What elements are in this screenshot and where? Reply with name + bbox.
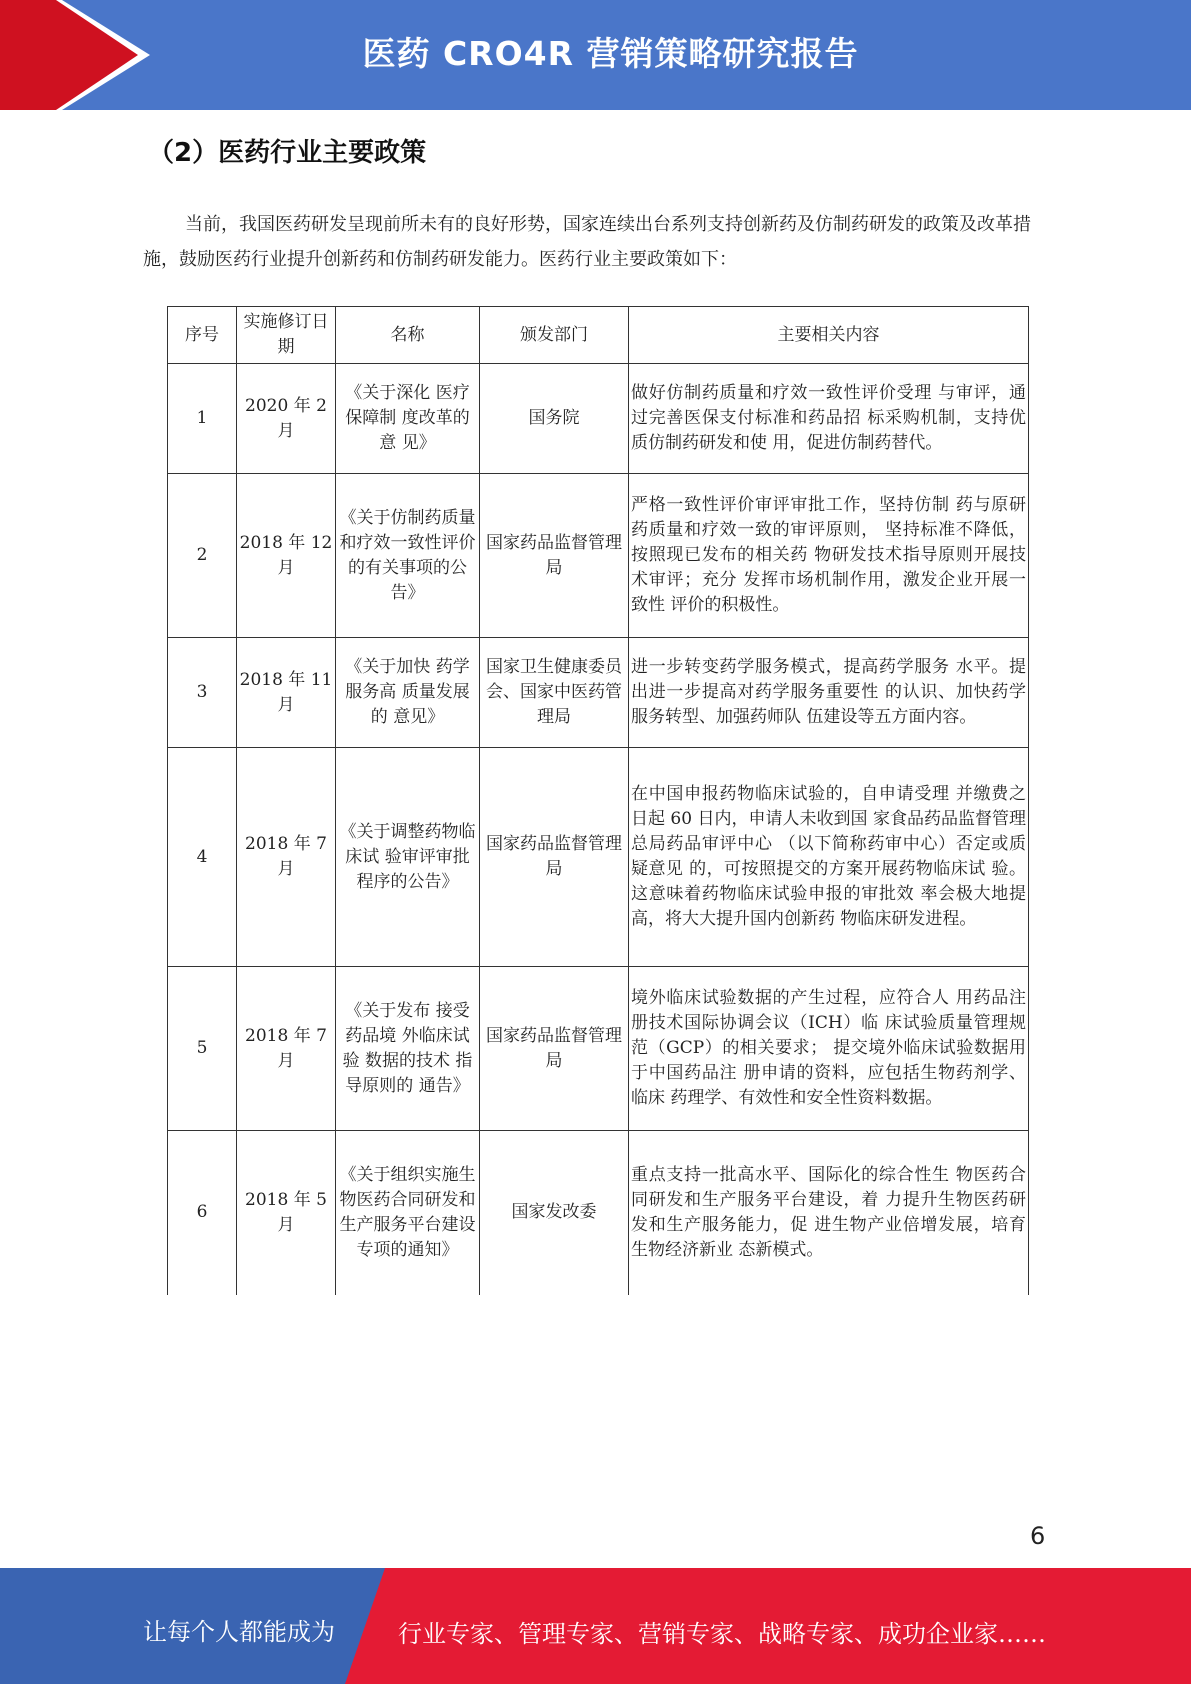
header-department: 颁发部门: [480, 307, 629, 364]
cell-date: 2020 年 2 月: [237, 364, 336, 474]
cell-index: 1: [168, 364, 237, 474]
cell-department: 国家药品监督管理局: [480, 748, 629, 967]
page-footer: [0, 1568, 1191, 1684]
cell-department: 国家药品监督管理局: [480, 474, 629, 638]
cell-department: 国务院: [480, 364, 629, 474]
cell-department: 国家卫生健康委员会、国家中医药管理局: [480, 638, 629, 748]
cell-index: 5: [168, 967, 237, 1131]
footer-slogan-right: 行业专家、管理专家、营销专家、战略专家、成功企业家……: [398, 1620, 1046, 1648]
cell-content: 做好仿制药质量和疗效一致性评价受理 与审评，通过完善医保支付标准和药品招 标采购机制，支持优质仿制药研发和使 用，促进仿制药替代。: [629, 364, 1029, 474]
page-number: 6: [1030, 1522, 1046, 1550]
cell-department: 国家发改委: [480, 1131, 629, 1295]
report-title: 医药 CRO4R 营销策略研究报告: [362, 34, 859, 73]
cell-date: 2018 年 7 月: [237, 967, 336, 1131]
footer-slogan-left: 让每个人都能成为: [143, 1618, 335, 1646]
header-date: 实施修订日期: [237, 307, 336, 364]
cell-name: 《关于深化 医疗保障制 度改革的意 见》: [336, 364, 480, 474]
cell-name: 《关于发布 接受药品境 外临床试验 数据的技术 指导原则的 通告》: [336, 967, 480, 1131]
cell-content: 重点支持一批高水平、国际化的综合性生 物医药合同研发和生产服务平台建设，着 力提升生物医药研发和生产服务能力，促 进生物产业倍增发展，培育生物经济新业 态新模式。: [629, 1131, 1029, 1295]
cell-content: 严格一致性评价审评审批工作，坚持仿制 药与原研药质量和疗效一致的审评原则， 坚持标准不降低，按照现已发布的相关药 物研发技术指导原则开展技术审评；充分 发挥市场机制作用，激发企业开展一致性 评价的积极性。: [629, 474, 1029, 638]
table-row: [168, 1131, 1029, 1295]
cell-content: 境外临床试验数据的产生过程，应符合人 用药品注册技术国际协调会议（ICH）临 床试验质量管理规范（GCP）的相关要求； 提交境外临床试验数据用于中国药品注 册申请的资料，应包括生物药剂学、临床 药理学、有效性和安全性资料数据。: [629, 967, 1029, 1131]
cell-name: 《关于加快 药学服务高 质量发展的 意见》: [336, 638, 480, 748]
cell-index: 6: [168, 1131, 237, 1295]
cell-name: 《关于仿制药质量和疗效一致性评价的有关事项的公告》: [336, 474, 480, 638]
header-name: 名称: [336, 307, 480, 364]
cell-date: 2018 年 12 月: [237, 474, 336, 638]
cell-department: 国家药品监督管理局: [480, 967, 629, 1131]
table-row: [168, 748, 1029, 967]
table-row: [168, 474, 1029, 638]
cell-content: 进一步转变药学服务模式，提高药学服务 水平。提出进一步提高对药学服务重要性 的认识、加快药学服务转型、加强药师队 伍建设等五方面内容。: [629, 638, 1029, 748]
cell-date: 2018 年 5 月: [237, 1131, 336, 1295]
header-index: 序号: [168, 307, 237, 364]
table-header-row: [168, 307, 1029, 364]
table-row: [168, 638, 1029, 748]
section-heading: （2）医药行业主要政策: [148, 138, 427, 168]
cell-content: 在中国申报药物临床试验的，自申请受理 并缴费之日起 60 日内，申请人未收到国 家食品药品监督管理总局药品审评中心 （以下简称药审中心）否定或质疑意见 的，可按照提交的方案开展药物临床试 验。这意味着药物临床试验申报的审批效 率会极大地提高，将大大提升国内创新药 物临床研发进程。: [629, 748, 1029, 967]
cell-index: 2: [168, 474, 237, 638]
cell-date: 2018 年 7 月: [237, 748, 336, 967]
cell-name: 《关于调整药物临床试 验审评审批 程序的公告》: [336, 748, 480, 967]
table-row: [168, 364, 1029, 474]
page-header: [0, 0, 1191, 110]
table-row: [168, 967, 1029, 1131]
cell-name: 《关于组织实施生物医药合同研发和生产服务平台建设专项的通知》: [336, 1131, 480, 1295]
cell-index: 4: [168, 748, 237, 967]
intro-paragraph: 当前，我国医药研发呈现前所未有的良好形势，国家连续出台系列支持创新药及仿制药研发的政策及改革措施，鼓励医药行业提升创新药和仿制药研发能力。医药行业主要政策如下：: [143, 214, 1031, 270]
header-content: 主要相关内容: [629, 307, 1029, 364]
policy-table: [167, 306, 1029, 1295]
cell-index: 3: [168, 638, 237, 748]
cell-date: 2018 年 11 月: [237, 638, 336, 748]
